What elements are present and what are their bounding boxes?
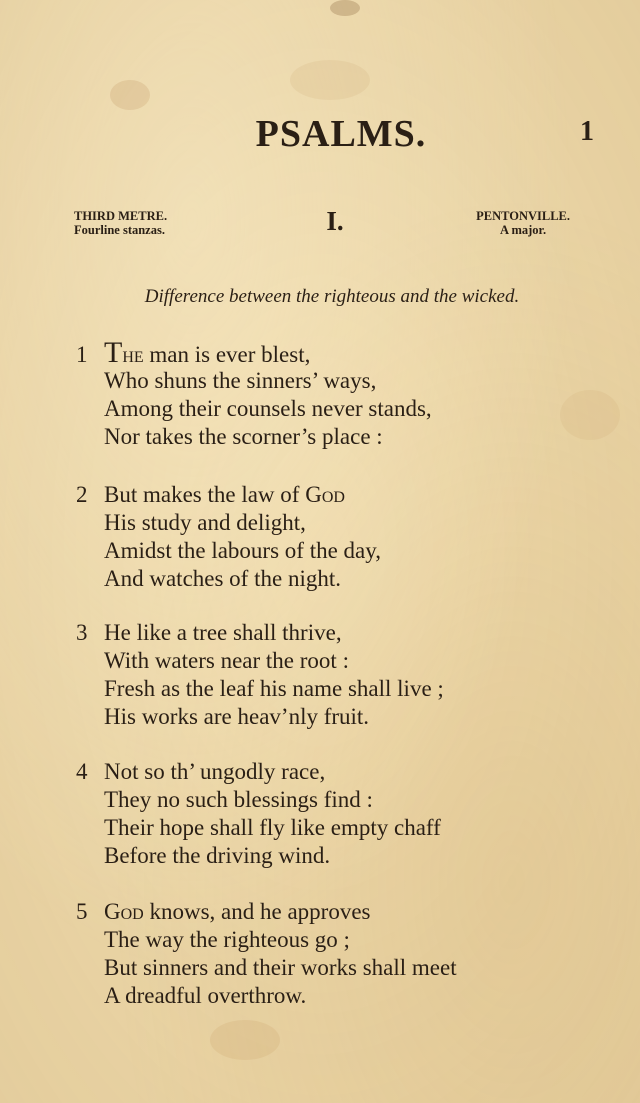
small-caps-text: God (104, 899, 144, 924)
tune-info (476, 209, 570, 237)
stanza-form-label: Fourline stanzas. (74, 223, 165, 237)
line-text: A dreadful overthrow. (104, 983, 307, 1008)
line-text: knows, and he approves (143, 899, 371, 924)
line-text: Nor takes the scorner’s place : (104, 424, 383, 449)
line-text: And watches of the night. (104, 566, 341, 591)
drop-cap-letter: T (104, 336, 123, 369)
stanza-number: 1 (76, 342, 88, 367)
verse-line (76, 423, 596, 451)
verse-line (76, 481, 596, 509)
line-text: But sinners and their works shall meet (104, 955, 457, 980)
verse-line (76, 537, 596, 565)
line-text: Fresh as the leaf his name shall live ; (104, 676, 444, 701)
verse-line (76, 509, 596, 537)
paper-stain (290, 60, 370, 100)
verse-line (76, 565, 596, 593)
line-text: Their hope shall fly like empty chaff (104, 815, 441, 840)
small-caps-text: God (305, 482, 345, 507)
paper-stain (330, 0, 360, 16)
stanza-number: 5 (76, 899, 88, 924)
verse-line (76, 954, 596, 982)
verse-line (76, 898, 596, 926)
stanza-number: 4 (76, 759, 88, 784)
psalm-number: I. (326, 206, 344, 236)
verse-line (76, 367, 596, 395)
line-text: The way the righteous go ; (104, 927, 350, 952)
verse-line (76, 926, 596, 954)
verse-line (76, 336, 596, 369)
line-text: Amidst the labours of the day, (104, 538, 382, 563)
psalm-subtitle: Difference between the righteous and the wicked. (144, 286, 520, 307)
paper-stain (210, 1020, 280, 1060)
verse-line (76, 647, 596, 675)
verse-line (76, 703, 596, 731)
small-caps-text: he (122, 342, 144, 367)
line-text: Before the driving wind. (104, 843, 331, 868)
page-number: 1 (580, 116, 594, 147)
verse-line (76, 982, 596, 1010)
line-text: man is ever blest, (143, 342, 311, 367)
line-text: But makes the law of (104, 482, 306, 507)
line-text: With waters near the root : (104, 648, 349, 673)
verse-line (76, 842, 596, 870)
verse-line (76, 675, 596, 703)
line-text: Who shuns the sinners’ ways, (104, 368, 377, 393)
tune-name: PENTONVILLE. (476, 209, 570, 223)
verse-line (76, 619, 596, 647)
line-text: His works are heav’nly fruit. (104, 704, 370, 729)
tune-key: A major. (500, 223, 547, 237)
line-text: He like a tree shall thrive, (104, 620, 342, 645)
verse-line (76, 786, 596, 814)
metre-label: THIRD METRE. (74, 209, 168, 223)
verse-line (76, 395, 596, 423)
stanza (76, 481, 596, 593)
line-text: His study and delight, (104, 510, 306, 535)
stanza (76, 336, 596, 451)
stanza-number: 2 (76, 482, 88, 507)
verse-line (76, 814, 596, 842)
line-text: They no such blessings find : (104, 787, 373, 812)
page-title: PSALMS. (255, 113, 427, 155)
stanza (76, 758, 596, 870)
stanza (76, 619, 596, 731)
line-text: Not so th’ ungodly race, (104, 759, 326, 784)
stanza (76, 898, 596, 1010)
verse-line (76, 758, 596, 786)
line-text: Among their counsels never stands, (104, 396, 432, 421)
stanza-number: 3 (76, 620, 88, 645)
paper-stain (110, 80, 150, 110)
